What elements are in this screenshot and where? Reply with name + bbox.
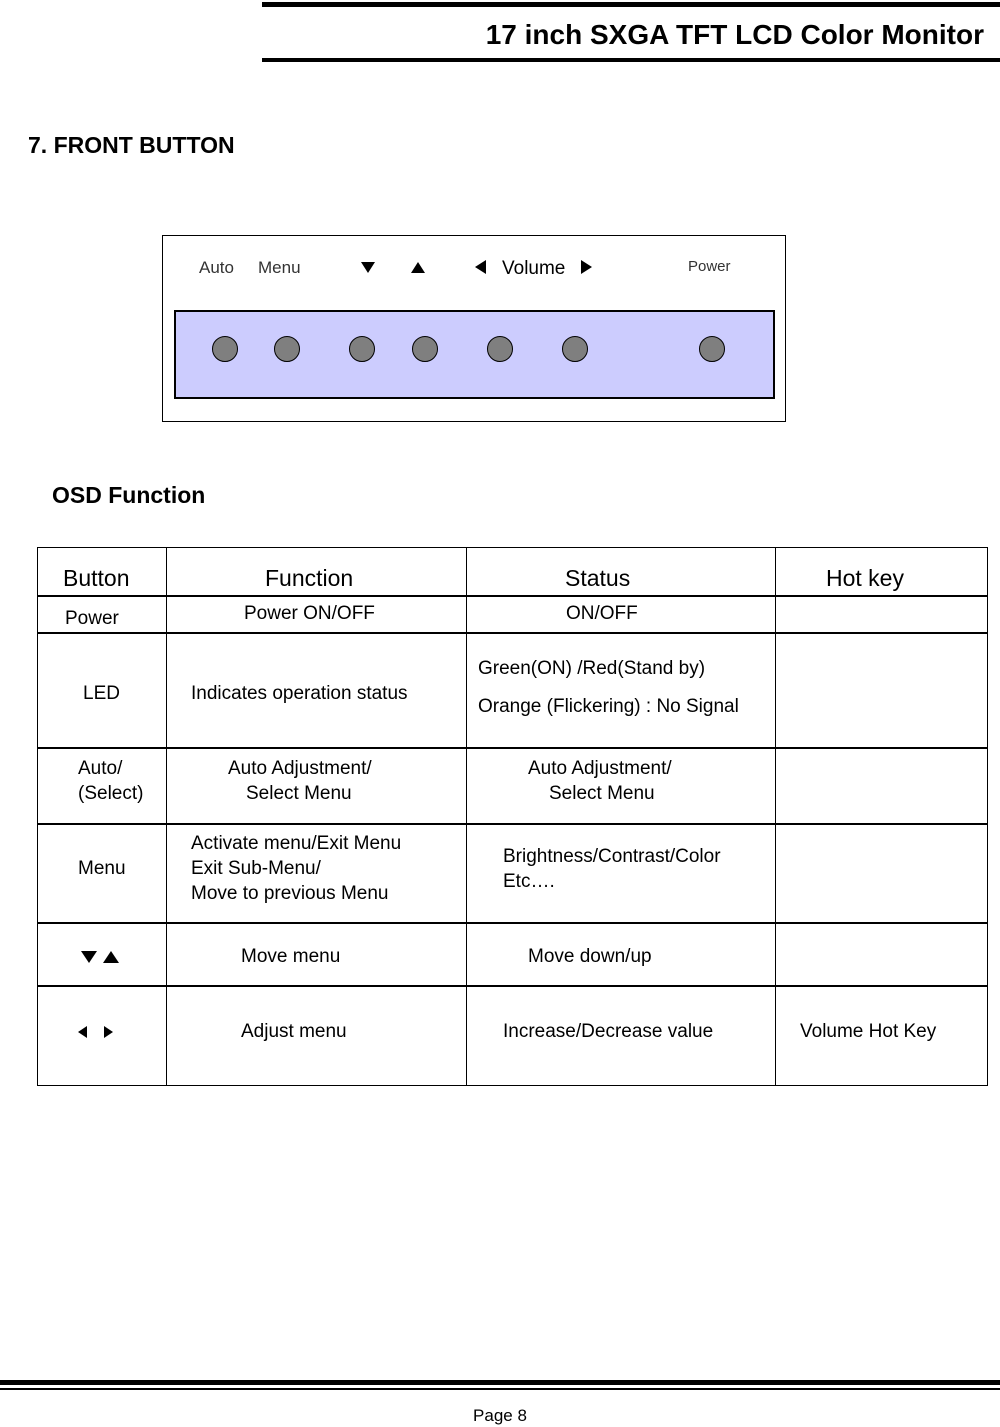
row-auto-button-line1: Auto/ [78,758,123,779]
row-power-status: ON/OFF [566,603,638,624]
row-led-function: Indicates operation status [191,683,408,704]
right-triangle-icon [104,1026,113,1038]
row-updown-button [78,944,122,969]
menu-button[interactable] [274,336,300,362]
power-button[interactable] [699,336,725,362]
row-updown-function: Move menu [241,946,341,967]
auto-button[interactable] [212,336,238,362]
down-button[interactable] [349,336,375,362]
volume-right-button[interactable] [562,336,588,362]
page-number: Page 8 [473,1406,527,1425]
row-auto-function-line1: Auto Adjustment/ [228,758,372,779]
row-led-status-line2: Orange (Flickering) : No Signal [478,696,739,717]
row-leftright-hotkey: Volume Hot Key [800,1021,937,1042]
row-auto-function-line2: Select Menu [246,783,352,804]
row-auto-button-line2: (Select) [78,783,144,804]
row-auto-status-line2: Select Menu [549,783,655,804]
row-auto-status-line1: Auto Adjustment/ [528,758,672,779]
header-function: Function [265,565,354,591]
front-panel-diagram [162,235,786,422]
row-menu-function-line1: Activate menu/Exit Menu [191,833,402,854]
left-triangle-icon [475,260,486,274]
row-menu-status-line1: Brightness/Contrast/Color [503,846,721,867]
table-rule [38,985,987,987]
up-button[interactable] [412,336,438,362]
table-rule [38,922,987,924]
down-triangle-icon [81,951,97,963]
down-triangle-icon [361,262,375,273]
table-rule [38,747,987,749]
row-menu-function-line2: Exit Sub-Menu/ [191,858,321,879]
row-led-button: LED [83,683,120,704]
document-title: 17 inch SXGA TFT LCD Color Monitor [485,19,984,50]
osd-title: OSD Function [52,482,206,508]
auto-label: Auto [199,258,234,277]
menu-label: Menu [258,258,301,277]
row-led-status-line1: Green(ON) /Red(Stand by) [478,658,706,679]
row-leftright-status: Increase/Decrease value [503,1021,714,1042]
header-status: Status [565,565,631,591]
power-label: Power [688,258,731,275]
right-triangle-icon [581,260,592,274]
footer-rule [0,1388,1000,1390]
header-button: Button [63,565,130,591]
table-rule [38,632,987,634]
row-updown-status: Move down/up [528,946,652,967]
left-triangle-icon [78,1026,87,1038]
table-rule [775,548,776,1085]
footer-rule [0,1380,1000,1385]
row-menu-status-line2: Etc…. [503,871,555,892]
row-menu-function-line3: Move to previous Menu [191,883,389,904]
row-menu-button: Menu [78,858,126,879]
volume-label: Volume [502,258,566,279]
up-triangle-icon [103,951,119,963]
header-rule-bottom [262,58,1000,62]
row-leftright-button [75,1019,116,1044]
header-rule-top [262,2,1000,7]
table-rule [466,548,467,1085]
section-title: 7. FRONT BUTTON [28,132,235,158]
up-triangle-icon [411,262,425,273]
table-rule [38,823,987,825]
table-rule [166,548,167,1085]
row-power-function: Power ON/OFF [244,603,375,624]
osd-table [37,547,988,1086]
volume-left-button[interactable] [487,336,513,362]
monitor-bezel [174,310,775,399]
row-power-button: Power [65,608,119,629]
header-hotkey: Hot key [826,565,904,591]
table-rule [38,595,987,597]
row-leftright-function: Adjust menu [241,1021,347,1042]
